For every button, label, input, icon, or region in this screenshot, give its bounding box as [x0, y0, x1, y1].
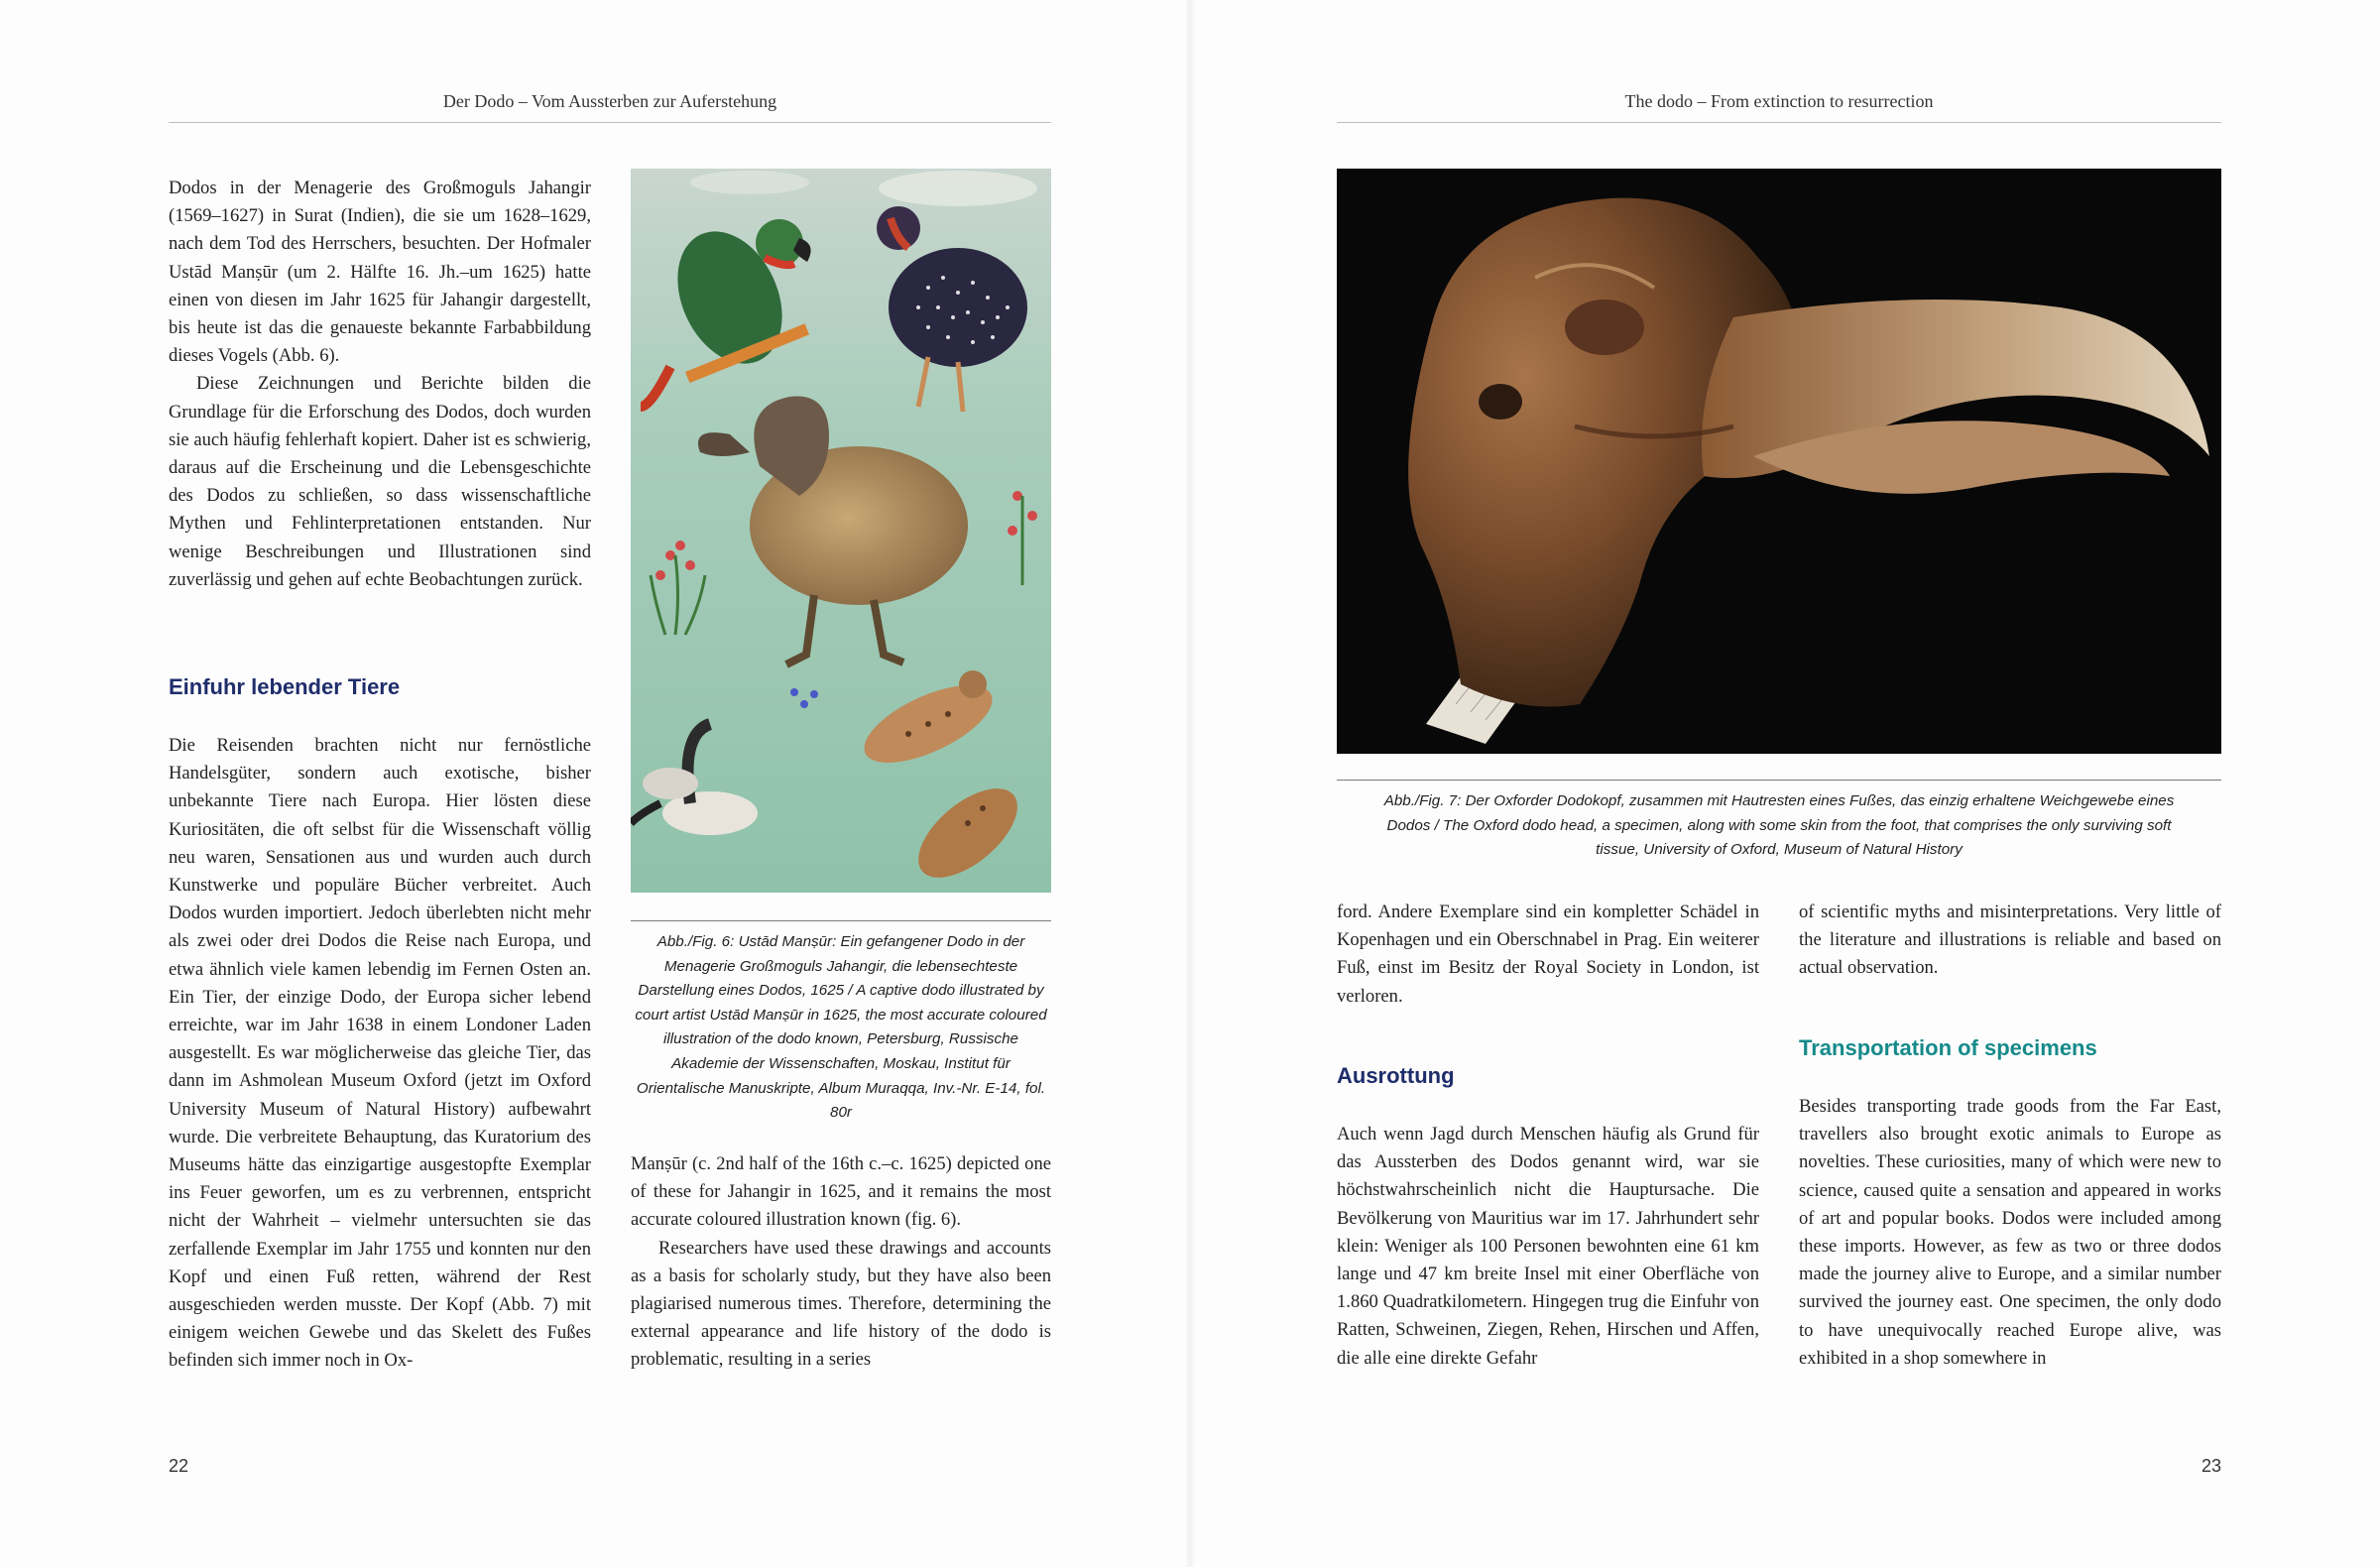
paragraph: Diese Zeichnungen und Berichte bilden die Grundlage für die Erforschung des Dodos, doch wurden sie auch häufig fehlerhaft kopiert. Daher ist es schwierig, daraus auf die Erscheinung und die Lebensgeschichte des Dodos zu schließen, so dass wissenschaftliche Mythen und Fehlinterpretationen entstanden. Nur wenige Beschreibungen und Illustrationen sind zuverlässig und gehen auf echte Beobachtungen zurück.: [169, 373, 591, 590]
paragraph: Manṣūr (c. 2nd half of the 16th c.–c. 1625) depicted one of these for Jahangir in 1625, and it remains the most accurate coloured illustration known (fig. 6).: [631, 1153, 1051, 1231]
paragraph: Auch wenn Jagd durch Menschen häufig als Grund für das Aussterben des Dodos genannt wird, war sie höchstwahrscheinlich nicht die Hauptursache. Die Bevölkerung von Mauritius war im 17. Jahrhundert sehr klein: Weniger als 100 Personen bewohnten eine 61 km lange und 47 km breite Insel mit einer Oberfläche von 1.860 Quadratkilometern. Hingegen trug die Einfuhr von Ratten, Schweinen, Ziegen, Rehen, Hirschen und Affen, die alle eine direkte Gefahr: [1337, 1124, 1759, 1369]
paragraph: Dodos in der Menagerie des Großmoguls Jahangir (1569–1627) in Surat (Indien), die sie um 1628–1629, nach dem Tod des Herrschers, besuchten. Der Hofmaler Ustād Manṣūr (um 2. Hälfte 16. Jh.–um 1625) hatte einen von diesen im Jahr 1625 für Jahangir dargestellt, bis heute ist das die genaueste bekannte Farbabbildung dieses Vogels (Abb. 6).: [169, 178, 591, 367]
running-head-left: Der Dodo – Vom Aussterben zur Auferstehung: [169, 91, 1051, 123]
figure-7-photo: [1337, 169, 2221, 754]
left-column-1-top: [169, 175, 591, 594]
figure-6-painting: [631, 169, 1051, 893]
right-page: [1190, 0, 2380, 1567]
mughal-painting-illustration: [631, 169, 1051, 893]
paragraph: of scientific myths and misinterpretations. Very little of the literature and illustrations is reliable and based on actual observation.: [1799, 902, 2221, 979]
running-head-right: The dodo – From extinction to resurrection: [1337, 91, 2221, 123]
right-column-1-bottom: [1337, 1121, 1759, 1373]
caption-rule-fig6: [631, 920, 1051, 921]
section-heading-einfuhr: Einfuhr lebender Tiere: [169, 674, 401, 699]
caption-rule-fig7: [1337, 780, 2221, 781]
page-number-left: 22: [169, 1456, 189, 1476]
section-heading-ausrottung: Ausrottung: [1337, 1063, 1455, 1088]
figure-7-caption: Abb./Fig. 7: Der Oxforder Dodokopf, zusammen mit Hautresten eines Fußes, das einzig erhaltene Weichgewebe eines Dodos / The Oxford dodo head, a specimen, along with some skin from the foot, that comprises the only surviving soft tissue, University of Oxford, Museum of Natural History: [1383, 792, 2175, 859]
dodo-head-photo: [1337, 169, 2221, 754]
paragraph: Die Reisenden brachten nicht nur fernöstliche Handelsgüter, sondern auch exotische, bisher unbekannte Tiere nach Europa. Hier lösten diese Kuriositäten, die oft selbst für die Wissenschaft völlig neu waren, Sensationen aus und wurden auch durch Kunstwerke und populäre Bücher verbreitet. Auch Dodos wurden importiert. Jedoch überlebten nicht mehr als zwei oder drei Dodos die Reise nach Europa, und etwa ähnlich viele kamen lebendig im Fernen Osten an. Ein Tier, der einzige Dodo, der Europa sicher lebend erreichte, war im Jahr 1638 in einem Londoner Laden ausgestellt. Es war möglicherweise das gleiche Tier, das dann im Ashmolean Museum Oxford (jetzt im Oxford University Museum of Natural History) aufbewahrt wurde. Die verbreitete Behauptung, das Kuratorium des Museums hätte das einzigartige ausgestopfte Exemplar ins Feuer geworfen, um es zu verbrennen, entspricht nicht der Wahrheit – vielmehr untersuchten sie das zerfallende Exemplar im Jahr 1755 und konnten nur den Kopf und einen Fuß retten, während der Rest ausgeschieden werden musste. Der Kopf (Abb. 7) mit einigem weichen Gewebe und das Skelett des Fußes befinden sich immer noch in Ox-: [169, 735, 591, 1372]
right-column-1-top: [1337, 899, 1759, 1011]
left-column-1-bottom: [169, 732, 591, 1376]
page-number-right: 23: [2201, 1456, 2221, 1476]
left-column-2: [631, 1150, 1051, 1375]
right-column-2-bottom: [1799, 1093, 2221, 1373]
section-heading-transportation: Transportation of specimens: [1799, 1035, 2097, 1060]
paragraph: ford. Andere Exemplare sind ein kompletter Schädel in Kopenhagen und ein Oberschnabel in Prag. Ein weiterer Fuß, einst im Besitz der Royal Society in London, ist verloren.: [1337, 902, 1759, 1007]
figure-6-caption: Abb./Fig. 6: Ustād Manṣūr: Ein gefangener Dodo in der Menagerie Großmoguls Jahangir, die lebensechteste Darstellung eines Dodos, 1625 / A captive dodo illustrated by court artist Ustād Manṣūr in 1625, the most accurate coloured illustration of the dodo known, Petersburg, Russische Akademie der Wissenschaften, Moskau, Institut für Orientalische Manuskripte, Album Muraqqa, Inv.-Nr. E-14, fol. 80r: [635, 933, 1047, 1122]
paragraph: Besides transporting trade goods from the Far East, travellers also brought exotic animals to Europe as novelties. These curiosities, many of which were new to science, caused quite a sensation and appeared in works of art and popular books. Dodos were included among these imports. However, as few as two or three dodos made the journey alive to Europe, and a similar number survived the journey east. One specimen, the only dodo to have unequivocally reached Europe alive, was exhibited in a shop somewhere in: [1799, 1096, 2221, 1369]
right-column-2-top: [1799, 899, 2221, 983]
paragraph: Researchers have used these drawings and accounts as a basis for scholarly study, but they have also been plagiarised numerous times. Therefore, determining the external appearance and life history of the dodo is problematic, resulting in a series: [631, 1237, 1051, 1371]
